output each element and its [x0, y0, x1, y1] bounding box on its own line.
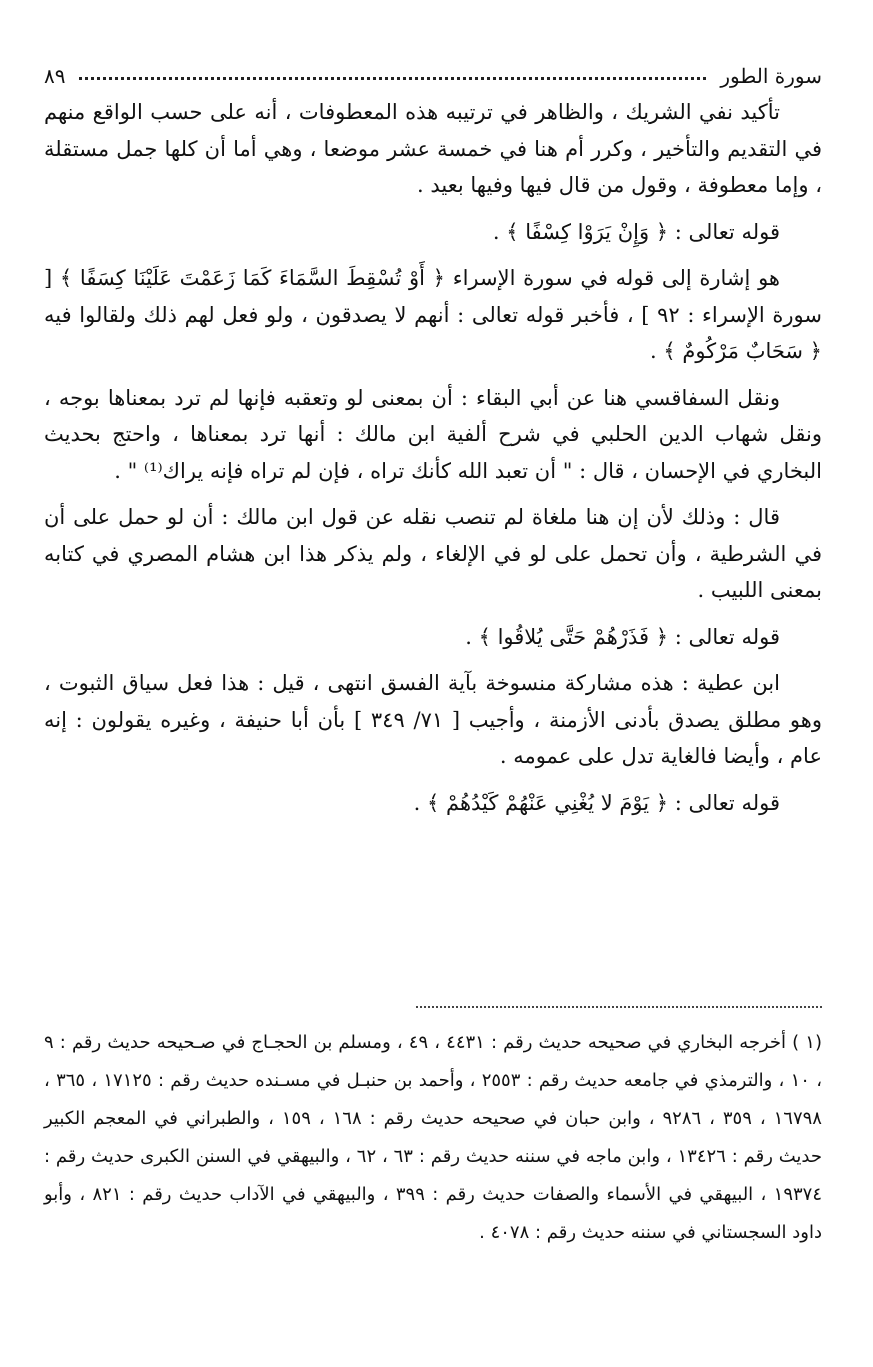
- running-header: [44, 58, 822, 94]
- surah-title: سورة الطور: [720, 64, 822, 88]
- paragraph: ونقل السفاقسي هنا عن أبي البقاء : أن بمعنى لو وتعقبه فإنها لم ترد بمعناها بوجه ، ونقل شهاب الدين الحلبي في شرح ألفية ابن مالك : أنها ترد بمعناها ، واحتج بحديث البخاري في الإحسان ، قال : " أن تعبد الله كأنك تراه ، فإن لم تراه فإنه يراك⁽¹⁾ " .: [44, 385, 822, 483]
- main-text: [44, 94, 822, 821]
- paragraph: قال : وذلك لأن إن هنا ملغاة لم تنصب نقله عن قول ابن مالك : أن لو حمل على أن في الشرطية ، وأن تحمل على لو في الإلغاء ، ولم يذكر هذا ابن هشام المصري في كتابه بمعنى اللبيب .: [44, 505, 822, 602]
- verse-heading: قوله تعالى : ﴿ وَإِنْ يَرَوْا كِسْفًا ﴾ .: [492, 219, 780, 244]
- paragraph: هو إشارة إلى قوله في سورة الإسراء ﴿ أَوْ تُسْقِطَ السَّمَاءَ كَمَا زَعَمْتَ عَلَيْنَا كِسَفًا ﴾ [ سورة الإسراء : ٩٢ ] ، فأخبر قوله تعالى : أنهم لا يصدقون ، ولو فعل لهم ذلك ولقالوا فيه ﴿ سَحَابٌ مَرْكُومٌ ﴾ .: [44, 266, 822, 363]
- page-number: ٨٩: [44, 64, 66, 88]
- page-content: [44, 58, 822, 831]
- footnote-separator: [416, 1006, 822, 1008]
- footnote: (١ ) أخرجه البخاري في صحيحه حديث رقم : ٤٤٣١ ، ٤٩ ، ومسلم بن الحجـاج في صـحيحه حديث رقم : ٩ ، ١٠ ، والترمذي في جامعه حديث رقم : ٢٥٥٣ ، وأحمد بن حنبـل في مسـنده حديث رقم : ١٧١٢٥ ، ٣٦٥ ، ١٦٧٩٨ ، ٣٥٩ ، ٩٢٨٦ ، وابن حبان في صحيحه حديث رقم : ١٦٨ ، ١٥٩ ، والطبراني في المعجم الكبير حديث رقم : ١٣٤٢٦ ، وابن ماجه في سننه حديث رقم : ٦٣ ، ٦٢ ، والبيهقي في السنن الكبرى حديث رقم : ١٩٣٧٤ ، البيهقي في الأسماء والصفات حديث رقم : ٣٩٩ ، والبيهقي في الآداب حديث رقم : ٨٢١ ، وأبو داود السجستاني في سننه حديث رقم : ٤٠٧٨ .: [44, 1032, 823, 1243]
- verse-heading: قوله تعالى : ﴿ يَوْمَ لا يُغْنِي عَنْهُمْ كَيْدُهُمْ ﴾ .: [413, 790, 780, 815]
- paragraph: ابن عطية : هذه مشاركة منسوخة بآية الفسق انتهى ، قيل : هذا فعل سياق الثبوت ، وهو مطلق يصدق بأدنى الأزمنة ، وأجيب [ ٧١/ ٣٤٩ ] بأن أبا حنيفة ، وغيره يقولون : إنه عام ، وأيضا فالغاية تدل على عمومه .: [44, 671, 822, 768]
- header-dotted-rule: [79, 77, 706, 80]
- paragraph: تأكيد نفي الشريك ، والظاهر في ترتيبه هذه المعطوفات ، أنه على حسب الواقع منهم في التقديم والتأخير ، وكرر أم هنا في خمسة عشر موضعا ، وهي أما أن كلها جمل مستقلة ، وإما معطوفة ، وقول من قال فيها وفيها بعيد .: [44, 100, 822, 197]
- verse-heading: قوله تعالى : ﴿ فَذَرْهُمْ حَتَّى يُلاقُوا ﴾ .: [465, 624, 780, 649]
